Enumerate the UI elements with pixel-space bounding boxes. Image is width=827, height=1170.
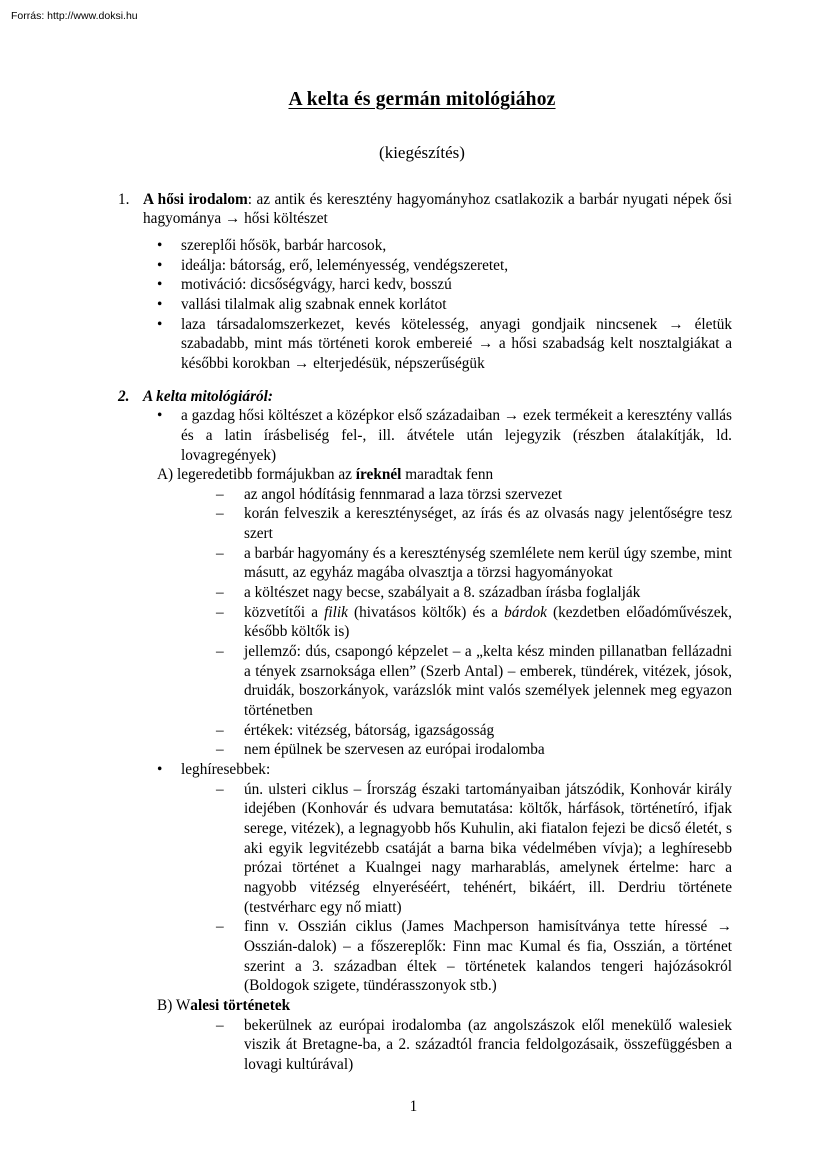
list-item: [112, 485, 732, 505]
list-item-text: (kezdetben előadóművészek, később költők is): [244, 603, 732, 641]
list-item-text: az angol hódításig fennmarad a laza törzsi szervezet: [244, 485, 563, 503]
subsection-a-heading: [112, 465, 732, 485]
list-item: [112, 544, 732, 583]
term-filik: filik: [324, 603, 348, 621]
bullet-marker: •: [157, 295, 163, 313]
list-item: [112, 256, 732, 276]
list-item-text: motiváció: dicsőségvágy, harci kedv, bosszú: [181, 276, 452, 294]
subsection-b-heading: [112, 996, 732, 1016]
subsection-a-head-pre: legeredetibb formájukban az: [176, 466, 356, 484]
list-item: [112, 295, 732, 315]
section-2-heading: [112, 387, 732, 407]
list-item: [112, 603, 732, 642]
section-2-marker: 2.: [118, 387, 130, 405]
section-1-heading-rest: : az antik és keresztény hagyományhoz csatlakozik a barbár nyugati népek ősi hagyománya → hősi költészet: [143, 190, 733, 228]
list-item-text: finn v. Osszián ciklus (James Machperson hamisítványa tette híressé → Osszián-dalok) – a főszereplők: Finn mac Kumal és fia, Osszián, a történet szerint a 3. században éltek – történetek kalandos tengeri hajózásokról (Boldogok szigete, tündérasszonyok stb.): [244, 918, 732, 995]
list-item-text: bekerülnek az európai irodalomba (az angolszászok elől menekülő walesiek viszik át Bretagne-ba, a 2. századtól francia feldolgozásaik, összefüggésben a lovagi kultúrával): [244, 1016, 732, 1073]
document-content: [112, 88, 732, 1075]
section-1-heading: [112, 190, 732, 229]
list-item-text: leghíresebbek:: [181, 761, 271, 778]
bullet-marker: •: [157, 276, 163, 294]
list-item-text: ideálja: bátorság, erő, leleményesség, vendégszeretet,: [181, 256, 509, 274]
list-item: [112, 583, 732, 603]
list-item: [112, 721, 732, 741]
dash-marker: –: [216, 584, 224, 602]
subsection-a-letter: A): [157, 466, 177, 484]
spacer: [112, 374, 732, 387]
bullet-marker: •: [157, 761, 163, 778]
subsection-b-letter: B) W: [157, 996, 191, 1014]
list-item: [112, 236, 732, 256]
list-item: [112, 760, 732, 780]
bullet-marker: •: [157, 236, 163, 254]
list-item-text: jellemző: dús, csapongó képzelet – a „kelta kész minden pillanatban fellázadni a tények zsarnoksága ellen” (Szerb Antal) – emberek, tündérek, vitézek, jósok, druidák, boszorkányok, varázslók mint valós személyek jelennek meg egyazon történetben: [244, 643, 732, 720]
dash-marker: –: [216, 544, 224, 562]
section-2-heading-text: A kelta mitológiáról:: [143, 387, 274, 405]
section-1-heading-bold: A hősi irodalom: [143, 190, 248, 208]
list-item: [112, 315, 732, 374]
list-item-text: a barbár hagyomány és a kereszténység szemlélete nem kerül úgy szembe, mint másutt, az egyház magába olvasztja a törzsi hagyományokat: [244, 544, 732, 582]
page-subtitle: (kiegészítés): [379, 143, 465, 163]
term-bardok: bárdok: [504, 603, 547, 621]
list-item-text: vallási tilalmak alig szabnak ennek korlátot: [181, 295, 447, 313]
bullet-marker: •: [157, 256, 163, 274]
bullet-marker: •: [157, 315, 163, 333]
list-item-text: laza társadalomszerkezet, kevés kötelesség, anyagi gondjaik nincsenek → életük szabadabb, mint más történeti korok embereié → a hősi szabadság kelt nosztalgiákat a későbbi korokban → elterjedésük, népszerűségük: [181, 315, 732, 372]
section-1-marker: 1.: [118, 190, 130, 208]
subsection-b-head-bold: alesi történetek: [190, 996, 291, 1014]
dash-marker: –: [216, 721, 224, 739]
list-item: [112, 1016, 732, 1075]
dash-marker: –: [216, 505, 224, 523]
list-item: [112, 780, 732, 918]
page-title: A kelta és germán mitológiához: [288, 89, 556, 110]
list-item-text: a gazdag hősi költészet a középkor első századaiban → ezek termékeit a keresztény vallás és a latin írásbeliség fel-, ill. átvétele után lejegyzik (részben átalakítják, ld. lovagregények): [181, 407, 732, 464]
dash-marker: –: [216, 603, 224, 621]
list-item-text: nem épülnek be szervesen az európai irodalomba: [244, 741, 545, 759]
list-item-text: korán felveszik a kereszténységet, az írás és az olvasás nagy jelentőségre tesz szert: [244, 505, 732, 543]
list-item-text: értékek: vitézség, bátorság, igazságosság: [244, 721, 495, 739]
dash-marker: –: [216, 643, 224, 661]
dash-marker: –: [216, 1016, 224, 1034]
dash-marker: –: [216, 918, 224, 936]
spacer: [112, 229, 732, 236]
list-item: [112, 504, 732, 543]
list-item: [112, 275, 732, 295]
list-item-text: közvetítői a: [244, 603, 325, 621]
list-item: [112, 406, 732, 465]
dash-marker: –: [216, 485, 224, 503]
list-item: [112, 917, 732, 996]
list-item-text: szereplői hősök, barbár harcosok,: [181, 236, 387, 254]
list-item: [112, 642, 732, 721]
dash-marker: –: [216, 780, 224, 798]
list-item-text: a költészet nagy becse, szabályait a 8. században írásba foglalják: [244, 584, 641, 602]
list-item-text: (hivatásos költők) és a: [347, 603, 505, 621]
subsection-a-head-bold: íreknél: [355, 466, 402, 484]
subsection-a-head-post: maradtak fenn: [401, 466, 494, 484]
page-number: 1: [409, 1098, 418, 1115]
source-url-header: Forrás: http://www.doksi.hu: [11, 10, 138, 22]
dash-marker: –: [216, 741, 224, 759]
list-item: [112, 740, 732, 760]
list-item-text: ún. ulsteri ciklus – Írország északi tartományaiban játszódik, Konhovár király idejében (Konhovár és udvara bemutatása: költők, hárfások, történetíró, ifjak serege, vitézek), a legnagyobb hős Kuhulin, aki fiatalon fejezi be dicső életét, s aki egyik legvitézebb csatáját a barna bika védelmében vívja); a leghíresebb prózai történet a Kualngei nagy marharablás, amelynek értelme: harc a nagyobb vitézség elnyeréséért, tehénért, bikáért, ill. Derdriu története (testvérharc egy nő miatt): [244, 780, 732, 916]
bullet-marker: •: [157, 407, 163, 425]
